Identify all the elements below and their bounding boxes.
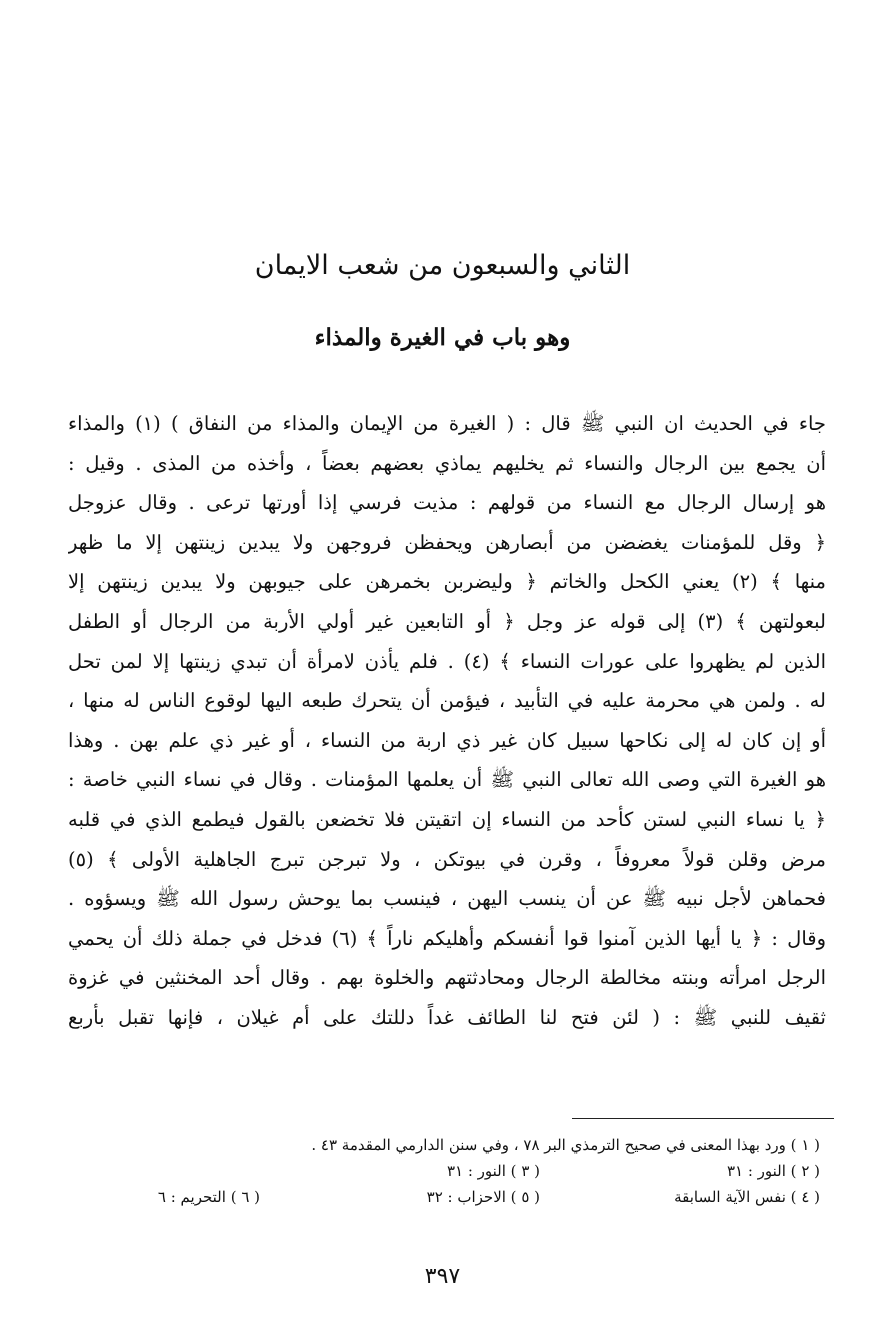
footnote-5: ( ٥ ) الاحزاب : ٣٢ — [426, 1188, 540, 1206]
text-line: فحماهن لأجل نبيه ﷺ عن أن ينسب اليهن ، فينسب بما يوحش رسول الله ﷺ ويسؤوه . — [68, 887, 826, 911]
text-line: أن يجمع بين الرجال والنساء ثم يخليهم يماذي بعضهم بعضاً ، وأخذه من المذى . وقيل : — [68, 451, 826, 475]
page-number: ٣٩٧ — [424, 1264, 461, 1289]
text-line: هو إرسال الرجال مع النساء من قولهم : مذيت فرسي إذا أورتها ترعى . وقال عزوجل — [68, 491, 826, 515]
footnote-row — [80, 1132, 820, 1158]
footnote-row — [80, 1158, 820, 1184]
text-line: جاء في الحديث ان النبي ﷺ قال : ( الغيرة من الإيمان والمذاء من النفاق ) (١) والمذاء — [68, 412, 826, 435]
text-line: له . ولمن هي محرمة عليه في التأبيد ، فيؤمن أن يتحرك طبعه اليها لوقوع الناس له منها ، — [68, 689, 826, 713]
footnote-3: ( ٣ ) النور : ٣١ — [446, 1162, 540, 1180]
text-line: مرض وقلن قولاً معروفاً ، وقرن في بيوتكن ، ولا تبرجن تبرج الجاهلية الأولى ﴾ (٥) — [68, 847, 826, 871]
text-line: ثقيف للنبي ﷺ : ( لئن فتح لنا الطائف غداً دللتك على أم غيلان ، فإنها تقبل بأربع — [68, 1005, 826, 1029]
footnote-6: ( ٦ ) التحريم : ٦ — [157, 1188, 260, 1206]
text-line: هو الغيرة التي وصى الله تعالى النبي ﷺ أن يعلمها المؤمنات . وقال في نساء النبي خاصة : — [68, 768, 826, 792]
chapter-subtitle: وهو باب في الغيرة والمذاء — [314, 324, 571, 351]
footnote-4: ( ٤ ) نفس الآية السابقة — [674, 1188, 820, 1206]
footnote-divider — [572, 1118, 834, 1119]
text-line: ﴿ وقل للمؤمنات يغضضن من أبصارهن ويحفظن فروجهن ولا يبدين زينتهن إلا ما ظهر — [68, 530, 826, 554]
text-line: أو إن كان له إلى نكاحها سبيل كان غير ذي اربة من النساء ، أو غير ذي علم بهن . وهذا — [68, 728, 826, 752]
text-line: الذين لم يظهروا على عورات النساء ﴾ (٤) . فلم يأذن لامرأة أن تبدي زينتها إلا لمن تحل — [68, 649, 826, 673]
footnote-row — [80, 1184, 820, 1210]
body-text — [68, 404, 826, 1038]
chapter-title: الثاني والسبعون من شعب الايمان — [254, 250, 631, 281]
text-line: وقال : ﴿ يا أيها الذين آمنوا قوا أنفسكم وأهليكم ناراً ﴾ (٦) فدخل في جملة ذلك أن يحمي — [68, 926, 826, 950]
footnotes — [80, 1132, 820, 1210]
text-line: منها ﴾ (٢) يعني الكحل والخاتم ﴿ وليضربن بخمرهن على جيوبهن ولا يبدين زينتهن إلا — [68, 570, 826, 594]
text-line: الرجل امرأته وبنته مخالطة الرجال ومحادثتهم والخلوة بهم . وقال أحد المخنثين في غزوة — [68, 966, 826, 990]
footnote-1: ( ١ ) ورد بهذا المعنى في صحيح الترمذي البر ٧٨ ، وفي سنن الدارمي المقدمة ٤٣ . — [311, 1136, 820, 1154]
footnote-2: ( ٢ ) النور : ٣١ — [726, 1162, 820, 1180]
text-line: ﴿ يا نساء النبي لستن كأحد من النساء إن اتقيتن فلا تخضعن بالقول فيطمع الذي في قلبه — [68, 807, 826, 831]
text-line: لبعولتهن ﴾ (٣) إلى قوله عز وجل ﴿ أو التابعين غير أولي الأربة من الرجال أو الطفل — [68, 609, 826, 633]
